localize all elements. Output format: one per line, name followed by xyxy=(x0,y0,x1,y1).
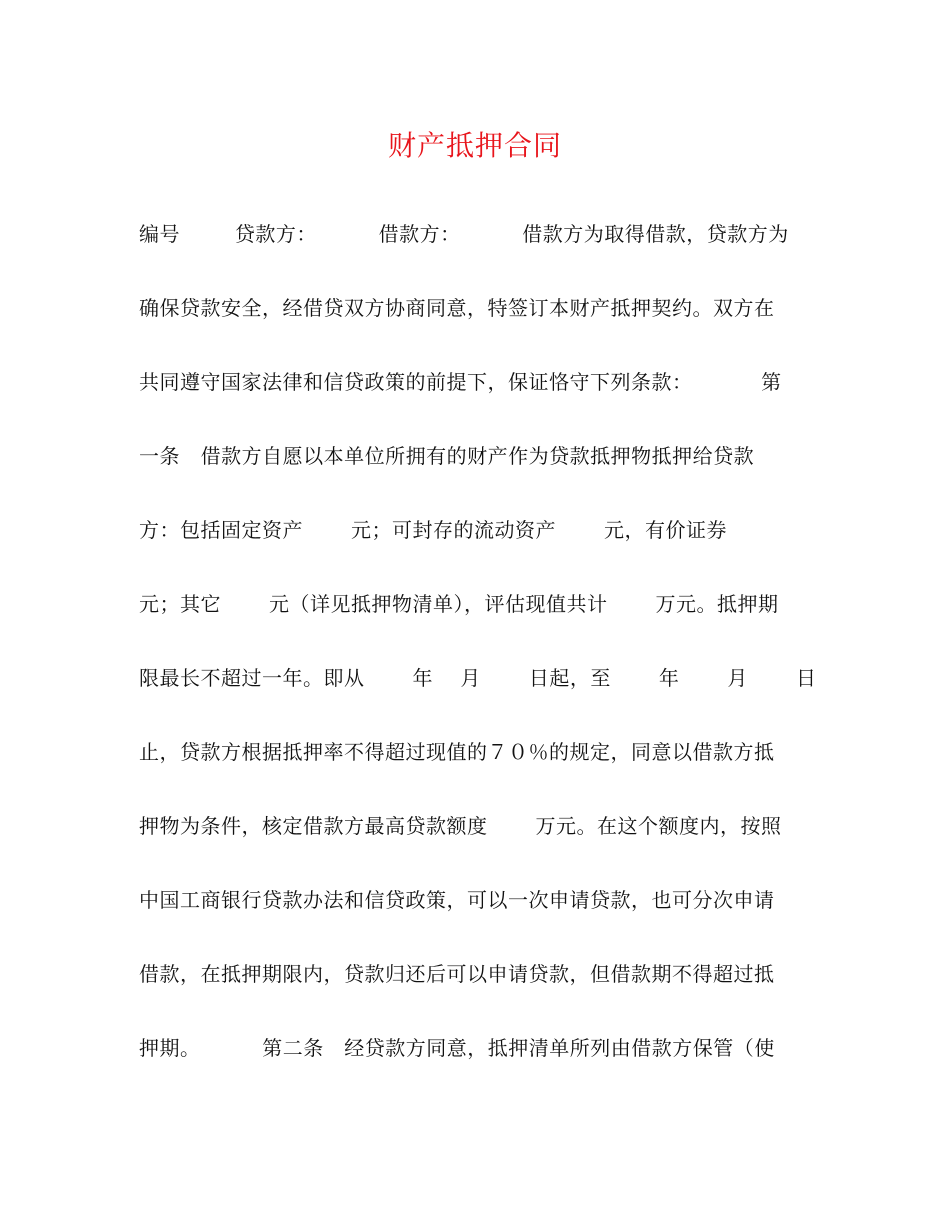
body-line: 方：包括固定资产 元；可封存的流动资产 元，有价证券 xyxy=(139,518,728,542)
document-title: 财产抵押合同 xyxy=(387,129,562,162)
body-line: 中国工商银行贷款办法和信贷政策，可以一次申请贷款，也可分次申请 xyxy=(139,888,775,912)
body-line: 编号 贷款方： 借款方： 借款方为取得借款，贷款方为 xyxy=(139,222,789,246)
body-line: 元；其它 元（详见抵押物清单），评估现值共计 万元。抵押期 xyxy=(139,592,779,616)
body-line: 押期。 第二条 经贷款方同意，抵押清单所列由借款方保管（使 xyxy=(139,1036,775,1060)
body-line: 限最长不超过一年。即从 年 月 日起，至 年 月 日 xyxy=(139,666,817,690)
body-line: 确保贷款安全，经借贷双方协商同意，特签订本财产抵押契约。双方在 xyxy=(139,296,775,320)
body-line: 一条 借款方自愿以本单位所拥有的财产作为贷款抵押物抵押给贷款 xyxy=(139,444,755,468)
body-line: 借款，在抵押期限内，贷款归还后可以申请贷款，但借款期不得超过抵 xyxy=(139,962,775,986)
document-body xyxy=(139,214,815,1102)
body-line: 止，贷款方根据抵押率不得超过现值的７０％的规定，同意以借款方抵 xyxy=(139,740,775,764)
body-line: 押物为条件，核定借款方最高贷款额度 万元。在这个额度内，按照 xyxy=(139,814,782,838)
body-line: 共同遵守国家法律和信贷政策的前提下，保证恪守下列条款： 第 xyxy=(139,370,782,394)
